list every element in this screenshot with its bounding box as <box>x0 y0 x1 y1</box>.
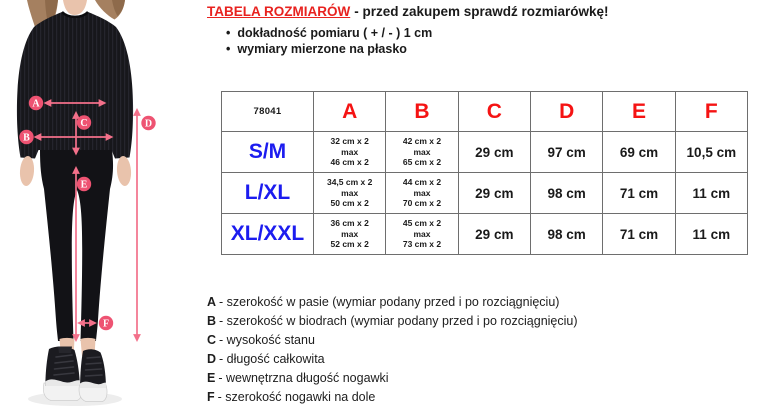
table-row <box>222 132 748 173</box>
measure-value: max <box>341 146 359 157</box>
measure-value: 46 cm x 2 <box>330 157 369 168</box>
measure-marker-b <box>19 130 33 144</box>
legend-item <box>207 369 578 388</box>
measure-value: 42 cm x 2 <box>402 136 442 147</box>
table-header-row <box>222 92 748 132</box>
measure-value: 65 cm x 2 <box>402 157 442 168</box>
size-cell: XL/XXL <box>222 214 314 255</box>
measure-value: max <box>341 187 359 198</box>
marker-letter-b: B <box>23 132 30 144</box>
measure-value: 52 cm x 2 <box>330 239 369 250</box>
measure-value: 73 cm x 2 <box>402 239 442 250</box>
col-header-b: B <box>386 92 458 132</box>
marker-letter-d: D <box>144 118 153 130</box>
size-table <box>221 91 748 255</box>
measure-a-cell <box>314 214 386 255</box>
legend-letter: E <box>207 371 216 385</box>
legend-item <box>207 331 578 350</box>
measure-value: 50 cm x 2 <box>330 198 369 209</box>
measure-value: 36 cm x 2 <box>330 218 369 229</box>
col-header-f: F <box>675 92 747 132</box>
measure-marker-e <box>77 177 91 191</box>
measure-marker-c <box>77 115 91 129</box>
measure-d-cell: 98 cm <box>530 214 602 255</box>
legend-item <box>207 350 578 369</box>
col-header-e: E <box>603 92 675 132</box>
measure-d-cell: 98 cm <box>530 173 602 214</box>
measure-value: max <box>413 228 431 239</box>
legend-text: - wewnętrzna długość nogawki <box>218 371 389 385</box>
measurement-legend <box>207 293 578 407</box>
measure-value: 34,5 cm x 2 <box>326 177 373 188</box>
measure-b-cell <box>386 132 458 173</box>
legend-letter: A <box>207 295 217 309</box>
measure-b-cell <box>386 214 458 255</box>
legend-item <box>207 293 578 312</box>
measure-e-cell: 71 cm <box>603 173 675 214</box>
measure-value: 45 cm x 2 <box>402 218 442 229</box>
measure-c-cell: 29 cm <box>458 132 530 173</box>
measure-value: 44 cm x 2 <box>402 177 442 188</box>
size-table-heading-suffix: - przed zakupem sprawdź rozmiarówkę! <box>354 4 609 19</box>
measure-e-cell: 71 cm <box>603 214 675 255</box>
col-header-c: C <box>458 92 530 132</box>
measure-value: max <box>341 228 359 239</box>
col-header-a: A <box>314 92 386 132</box>
size-cell: S/M <box>222 132 314 173</box>
measure-d-cell: 97 cm <box>530 132 602 173</box>
product-code-cell: 78041 <box>222 92 314 132</box>
notes-list <box>226 25 432 57</box>
measure-c-cell: 29 cm <box>458 173 530 214</box>
measure-a-cell <box>314 132 386 173</box>
marker-letter-e: E <box>80 179 88 191</box>
note-item: • wymiary mierzone na płasko <box>226 41 432 57</box>
legend-item <box>207 388 578 407</box>
measure-marker-a <box>29 96 43 110</box>
measure-a-cell <box>314 173 386 214</box>
note-item: • dokładność pomiaru ( + / - ) 1 cm <box>226 25 432 41</box>
measure-f-cell: 10,5 cm <box>675 132 747 173</box>
legend-letter: B <box>207 314 217 328</box>
size-cell: L/XL <box>222 173 314 214</box>
measure-value: max <box>413 187 431 198</box>
legend-letter: C <box>207 333 217 347</box>
marker-letter-f: F <box>102 318 110 330</box>
measure-value: 32 cm x 2 <box>330 136 369 147</box>
col-header-d: D <box>530 92 602 132</box>
measure-f-cell: 11 cm <box>675 173 747 214</box>
size-table-heading: TABELA ROZMIARÓW <box>207 4 351 19</box>
table-row <box>222 173 748 214</box>
table-row <box>222 214 748 255</box>
measure-b-cell <box>386 173 458 214</box>
measure-f-cell: 11 cm <box>675 214 747 255</box>
page-title <box>207 4 609 19</box>
legend-text: - wysokość stanu <box>219 333 315 347</box>
marker-letter-c: C <box>80 118 88 129</box>
measure-e-cell: 69 cm <box>603 132 675 173</box>
model-photo <box>0 0 200 413</box>
measure-value: max <box>413 146 431 157</box>
legend-text: - szerokość nogawki na dole <box>217 390 376 404</box>
legend-letter: D <box>207 352 217 366</box>
measure-marker-d <box>141 116 155 130</box>
model-illustration <box>0 0 200 413</box>
measure-value: 70 cm x 2 <box>402 198 442 209</box>
legend-letter: F <box>207 390 215 404</box>
marker-letter-a: A <box>32 98 40 110</box>
measure-marker-f <box>99 316 113 330</box>
legend-text: - szerokość w pasie (wymiar podany przed i po rozciągnięciu) <box>219 295 560 309</box>
legend-text: - długość całkowita <box>219 352 325 366</box>
model-sneakers <box>43 346 107 401</box>
legend-text: - szerokość w biodrach (wymiar podany przed i po rozciągnięciu) <box>219 314 578 328</box>
legend-item <box>207 312 578 331</box>
measure-c-cell: 29 cm <box>458 214 530 255</box>
